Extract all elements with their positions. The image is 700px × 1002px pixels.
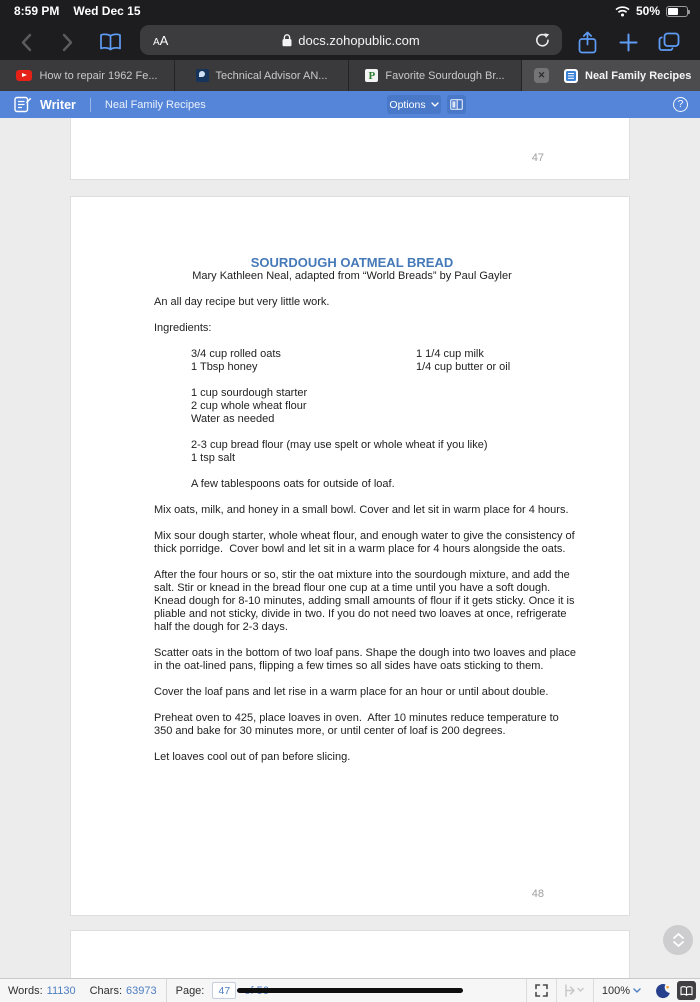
- layout-grid-icon: [450, 99, 463, 110]
- tab-neal-family-recipes[interactable]: [522, 60, 700, 91]
- zoom-level: 100%: [601, 984, 630, 997]
- page-number-48: 48: [531, 888, 544, 900]
- page-label: Page:: [175, 984, 205, 997]
- clock: 8:59 PM: [14, 4, 60, 18]
- ingredient-line: Water as needed: [191, 413, 275, 425]
- tab-title: Favorite Sourdough Br...: [385, 69, 505, 82]
- date: Wed Dec 15: [73, 4, 141, 18]
- zoho-writer-favicon: [564, 69, 578, 83]
- page-number-47: 47: [531, 152, 544, 164]
- reader-aa-button[interactable]: AA: [153, 32, 169, 48]
- new-tab-icon[interactable]: [614, 28, 642, 56]
- recipe-paragraph: Cover the loaf pans and let rise in a warm place for an hour or until about double.: [154, 686, 549, 698]
- ingredient-line: 1 cup sourdough starter: [191, 387, 308, 399]
- tab-title: Technical Advisor AN...: [215, 69, 328, 82]
- ingredient-line: 2 cup whole wheat flour: [191, 400, 307, 412]
- recipe-note: A few tablespoons oats for outside of loaf.: [191, 478, 395, 490]
- address-bar[interactable]: [140, 25, 562, 55]
- reader-view-button[interactable]: [677, 981, 696, 1000]
- tab-technical-advisor[interactable]: [175, 60, 349, 91]
- toolbar-divider: [90, 98, 91, 112]
- expand-icon: [535, 984, 548, 997]
- zoom-control[interactable]: [593, 979, 649, 1002]
- tls-lock-icon: [282, 34, 292, 47]
- forward-button[interactable]: [53, 28, 81, 56]
- battery-percent: 50%: [635, 4, 660, 18]
- recipe-paragraph: Scatter oats in the bottom of two loaf pans. Shape the dough into two loaves and place in the oat-lined pans, flipping a few times so all sides have oats sticking to them.: [154, 647, 580, 672]
- reload-button[interactable]: [535, 32, 562, 48]
- ingredient-line: 2-3 cup bread flour (may use spelt or whole wheat if you like): [191, 439, 488, 451]
- recipe-content: [71, 197, 629, 764]
- share-icon[interactable]: [573, 28, 601, 56]
- recipe-paragraph: Preheat oven to 425, place loaves in oven. After 10 minutes reduce temperature to 350 and bake for 30 minutes more, or until center of loaf is 200 degrees.: [154, 712, 562, 737]
- battery-icon: [666, 6, 688, 17]
- document-viewport[interactable]: [0, 118, 700, 978]
- words-label: Words:: [8, 984, 43, 997]
- open-book-icon: [680, 986, 693, 996]
- page-jump-widget[interactable]: [663, 925, 693, 955]
- recipe-title: SOURDOUGH OATMEAL BREAD: [250, 255, 454, 270]
- fullscreen-button[interactable]: [526, 979, 556, 1002]
- back-button[interactable]: [12, 28, 40, 56]
- chevron-up-icon: [673, 933, 684, 939]
- document-page-47[interactable]: [70, 118, 630, 180]
- night-mode-button[interactable]: [649, 983, 671, 999]
- footer-divider: [166, 979, 167, 1002]
- chevron-down-icon: [673, 941, 684, 947]
- writer-status-bar: [0, 978, 700, 1002]
- fit-width-icon: [565, 984, 585, 997]
- writer-toolbar: [0, 91, 700, 118]
- safari-toolbar: [0, 22, 700, 60]
- safari-chrome: [0, 0, 700, 60]
- ingredients-label: Ingredients:: [154, 322, 212, 334]
- tab-bar: [0, 60, 700, 91]
- tab-title: Neal Family Recipes: [585, 69, 692, 82]
- words-count[interactable]: 11130: [46, 984, 76, 997]
- document-page-49[interactable]: [70, 930, 630, 978]
- document-title: Neal Family Recipes: [104, 98, 206, 111]
- ingredient-line: 1 tsp salt: [191, 452, 236, 464]
- tab-youtube[interactable]: [0, 60, 175, 91]
- bookmarks-icon[interactable]: [96, 28, 124, 56]
- close-tab-icon[interactable]: ✕: [534, 68, 549, 83]
- wifi-icon: [615, 6, 630, 17]
- moon-icon: [655, 983, 671, 999]
- chars-count[interactable]: 63973: [126, 984, 157, 997]
- help-button[interactable]: ?: [673, 97, 688, 112]
- page-number-input[interactable]: 47: [212, 982, 236, 999]
- fit-width-button[interactable]: [556, 979, 593, 1002]
- recipe-paragraph: Mix sour dough starter, whole wheat flour, and enough water to give the consistency of thick porridge. Cover bowl and let sit in a warm place for 4 hours alongside the oats.: [154, 530, 578, 555]
- p-favicon: P: [365, 69, 378, 82]
- page-layout-button[interactable]: [447, 95, 466, 114]
- recipe-paragraph: Mix oats, milk, and honey in a small bowl. Cover and let sit in warm place for 4 hours.: [154, 504, 569, 516]
- chevron-down-icon: [633, 988, 641, 993]
- horizontal-scrollbar[interactable]: [237, 988, 463, 993]
- youtube-favicon: [16, 70, 32, 81]
- url-text: docs.zohopublic.com: [298, 32, 420, 48]
- document-page-48[interactable]: [70, 196, 630, 916]
- ingredient-row: 3/4 cup rolled oats 1 1/4 cup milk: [191, 348, 484, 360]
- tabs-overview-icon[interactable]: [655, 28, 683, 56]
- status-bar: [0, 0, 700, 22]
- recipe-paragraph: Let loaves cool out of pan before slicing.: [154, 751, 351, 763]
- tab-title: How to repair 1962 Fe...: [39, 69, 158, 82]
- recipe-byline: Mary Kathleen Neal, adapted from “World Breads” by Paul Gayler: [192, 270, 512, 282]
- recipe-paragraph: After the four hours or so, stir the oat mixture into the sourdough mixture, and add the salt. Stir or knead in the bread flour one cup at a time until you have a soft dough. Knead dough for 8-10 minutes, adding small amounts of flour if it gets sticky. Once it is pliable and not sticky, divide in two. If you do not need two loaves at once, refrigerate half the dough for 2-3 days.: [154, 569, 578, 633]
- options-button[interactable]: Options: [387, 95, 441, 114]
- tab-favorite-sourdough[interactable]: [349, 60, 522, 91]
- chars-label: Chars:: [89, 984, 123, 997]
- recipe-intro: An all day recipe but very little work.: [154, 296, 330, 308]
- chevron-down-icon: [431, 102, 439, 107]
- ingredient-row: 1 Tbsp honey 1/4 cup butter or oil: [191, 361, 511, 373]
- writer-logo-icon: [14, 96, 32, 113]
- writer-app-name: Writer: [40, 97, 76, 112]
- technical-advisor-favicon: [196, 69, 209, 82]
